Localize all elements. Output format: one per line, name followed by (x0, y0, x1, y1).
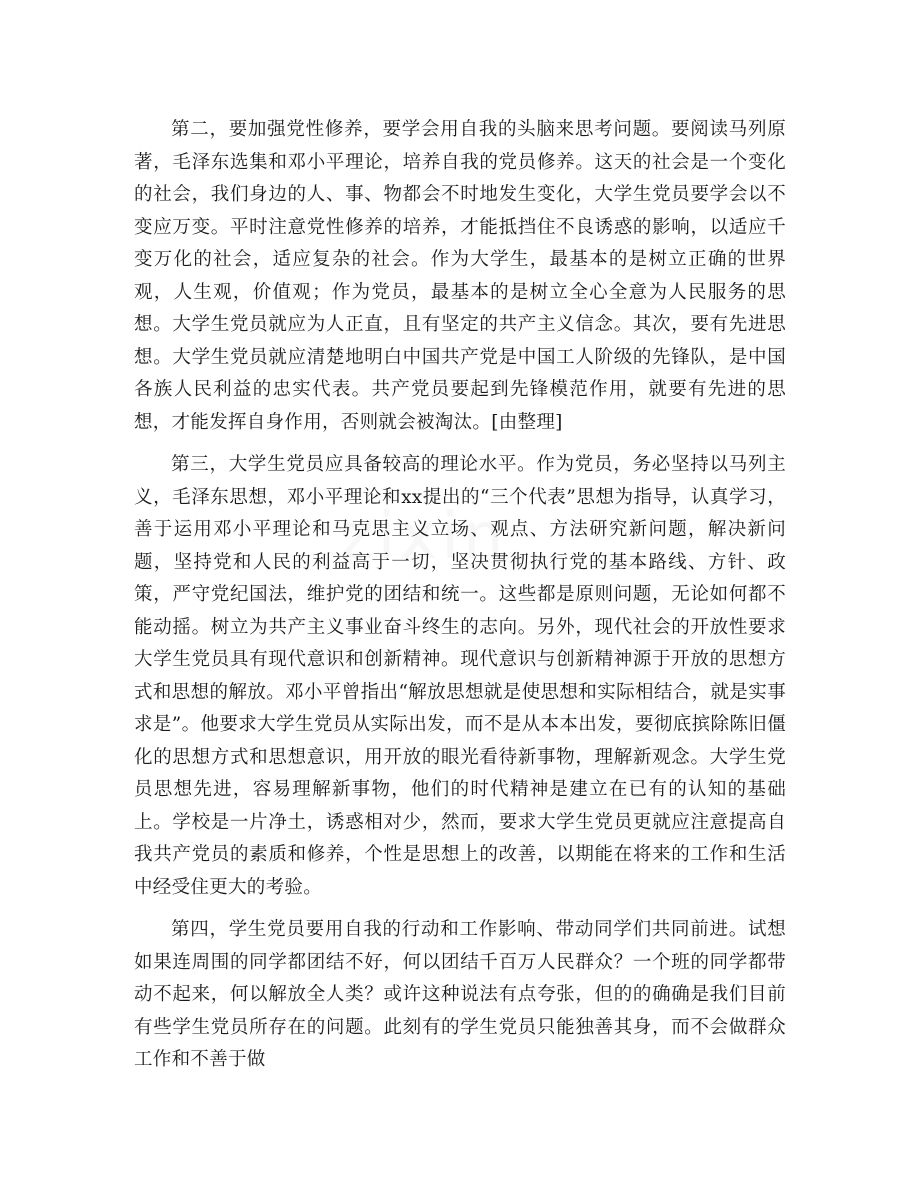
watermark: zixin (340, 500, 508, 574)
paragraph-4: 第四，学生党员要用自我的行动和工作影响、带动同学们共同前进。试想如果连周围的同学都团结不好，何以团结千百万人民群众？一个班的同学都带动不起来，何以解放全人类？或许这种说法有点夸张，但的的确确是我们目前有些学生党员所存在的问题。此刻有的学生党员只能独善其身，而不会做群众工作和不善于做 (134, 919, 786, 1070)
paragraph-2: 第二，要加强党性修养，要学会用自我的头脑来思考问题。要阅读马列原著，毛泽东选集和邓小平理论，培养自我的党员修养。这天的社会是一个变化的社会，我们身边的人、事、物都会不时地发生变化，大学生党员要学会以不变应万变。平时注意党性修养的培养，才能抵挡住不良诱惑的影响，以适应千变万化的社会，适应复杂的社会。作为大学生，最基本的是树立正确的世界观，人生观，价值观；作为党员，最基本的是树立全心全意为人民服务的思想。大学生党员就应为人正直，且有坚定的共产主义信念。其次，要有先进思想。大学生党员就应清楚地明白中国共产党是中国工人阶级的先锋队，是中国各族人民利益的忠实代表。共产党员要起到先锋模范作用，就要有先进的思想，才能发挥自身作用，否则就会被淘汰。[由整理] (134, 119, 786, 433)
document-body (134, 114, 786, 1087)
paragraph-3: 第三，大学生党员应具备较高的理论水平。作为党员，务必坚持以马列主义，毛泽东思想，邓小平理论和xx提出的“三个代表”思想为指导，认真学习，善于运用邓小平理论和马克思主义立场、观点、方法研究新问题，解决新问题，坚持党和人民的利益高于一切，坚决贯彻执行党的基本路线、方针、政策，严守党纪国法，维护党的团结和统一。这些都是原则问题，无论如何都不能动摇。树立为共产主义事业奋斗终生的志向。另外，现代社会的开放性要求大学生党员具有现代意识和创新精神。现代意识与创新精神源于开放的思想方式和思想的解放。邓小平曾指出“解放思想就是使思想和实际相结合，就是实事求是”。他要求大学生党员从实际出发，而不是从本本出发，要彻底摈除陈旧僵化的思想方式和思想意识，用开放的眼光看待新事物，理解新观念。大学生党员思想先进，容易理解新事物，他们的时代精神是建立在已有的认知的基础上。学校是一片净土，诱惑相对少，然而，要求大学生党员更就应注意提高自我共产党员的素质和修养，个性是思想上的改善，以期能在将来的工作和生活中经受住更大的考验。 (134, 454, 786, 898)
